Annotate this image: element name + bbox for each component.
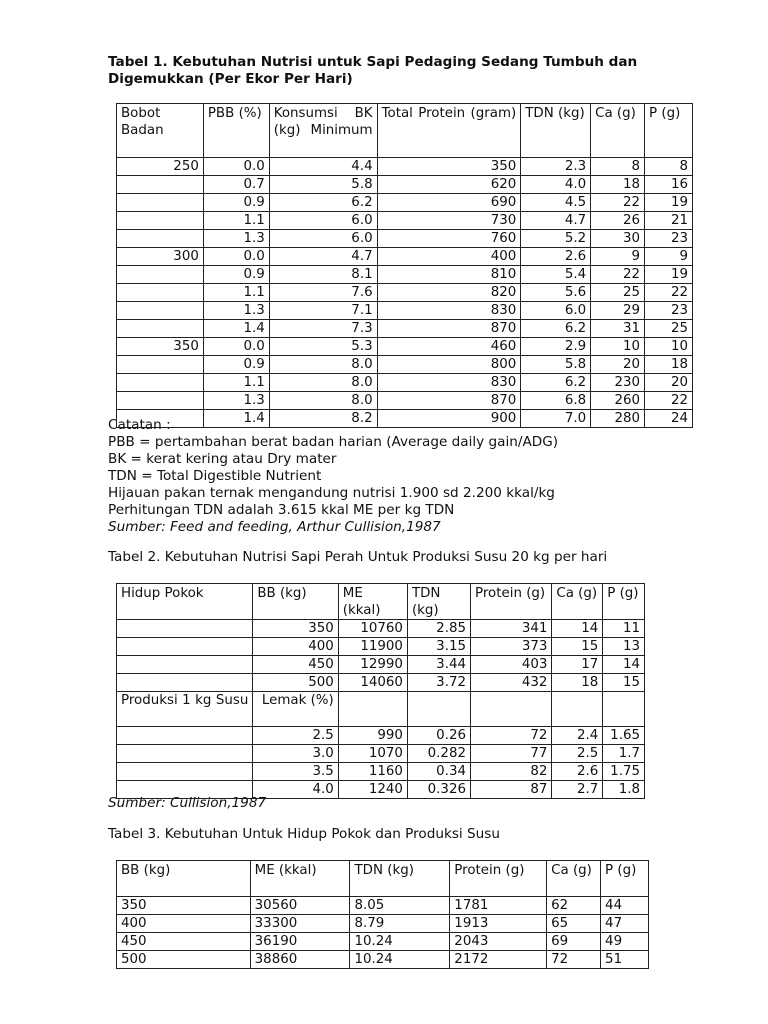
table-row xyxy=(117,356,693,374)
table-cell: 8 xyxy=(591,158,645,176)
table-cell: 5.8 xyxy=(269,176,377,194)
table-cell: 23 xyxy=(645,230,693,248)
table-cell: 36190 xyxy=(250,933,350,951)
table-cell: 4.0 xyxy=(253,781,338,799)
table-cell: 0.9 xyxy=(203,356,269,374)
table-cell: 2.9 xyxy=(521,338,591,356)
table-cell: 1160 xyxy=(338,763,407,781)
header-ca: Ca (g) xyxy=(552,584,603,620)
table-cell: 82 xyxy=(471,763,552,781)
table-cell: 460 xyxy=(377,338,521,356)
table-row xyxy=(117,674,645,692)
table-cell: 500 xyxy=(253,674,338,692)
table-cell: 24 xyxy=(645,410,693,428)
table-cell: 0.7 xyxy=(203,176,269,194)
table-cell: 4.0 xyxy=(521,176,591,194)
header-tdn: TDN (kg) xyxy=(407,584,470,620)
table-cell: 72 xyxy=(547,951,601,969)
table-cell: 20 xyxy=(645,374,693,392)
table-cell: 12990 xyxy=(338,656,407,674)
table-cell: 10 xyxy=(591,338,645,356)
table-cell xyxy=(117,374,204,392)
table-cell: 1.3 xyxy=(203,230,269,248)
table-cell: 1.75 xyxy=(603,763,645,781)
table-cell: 0.34 xyxy=(407,763,470,781)
table-cell: 7.1 xyxy=(269,302,377,320)
table-cell: 22 xyxy=(591,194,645,212)
header-bb: BB (kg) xyxy=(253,584,338,620)
note-line: Hijauan pakan ternak mengandung nutrisi 1.900 sd 2.200 kkal/kg xyxy=(108,485,555,501)
table-cell xyxy=(117,320,204,338)
table-cell: 26 xyxy=(591,212,645,230)
table-cell xyxy=(338,692,407,727)
table-cell: 19 xyxy=(645,194,693,212)
table-cell: 10.24 xyxy=(350,951,450,969)
table-cell: 900 xyxy=(377,410,521,428)
table-row xyxy=(117,230,693,248)
table-cell: 1.4 xyxy=(203,320,269,338)
table-cell xyxy=(117,194,204,212)
table2-title: Tabel 2. Kebutuhan Nutrisi Sapi Perah Untuk Produksi Susu 20 kg per hari xyxy=(108,549,608,565)
table-cell: 10760 xyxy=(338,620,407,638)
table-row xyxy=(117,692,645,727)
table-cell: 6.2 xyxy=(269,194,377,212)
table-cell xyxy=(117,674,253,692)
table-cell: Produksi 1 kg Susu xyxy=(117,692,253,727)
table-cell: 2.3 xyxy=(521,158,591,176)
table-cell: 9 xyxy=(591,248,645,266)
header-p: P (g) xyxy=(645,104,693,158)
table-cell: 16 xyxy=(645,176,693,194)
table-cell: 2043 xyxy=(450,933,547,951)
table-cell: 20 xyxy=(591,356,645,374)
table-cell: 500 xyxy=(117,951,251,969)
table-cell: 230 xyxy=(591,374,645,392)
table-cell: 830 xyxy=(377,302,521,320)
table-row xyxy=(117,320,693,338)
table-cell: 0.9 xyxy=(203,266,269,284)
table-cell: 44 xyxy=(601,897,649,915)
table-row xyxy=(117,338,693,356)
table-cell: 18 xyxy=(591,176,645,194)
table-cell: Lemak (%) xyxy=(253,692,338,727)
table-cell: 15 xyxy=(552,638,603,656)
header-protein: Protein (g) xyxy=(471,584,552,620)
table-cell: 990 xyxy=(338,727,407,745)
table1-title: Tabel 1. Kebutuhan Nutrisi untuk Sapi Pedaging Sedang Tumbuh dan Digemukkan (Per Ekor Per Hari) xyxy=(108,54,638,87)
table-row xyxy=(117,158,693,176)
table-cell: 13 xyxy=(603,638,645,656)
table-cell: 8.0 xyxy=(269,356,377,374)
table-cell xyxy=(117,266,204,284)
table-cell: 4.5 xyxy=(521,194,591,212)
table-row xyxy=(117,763,645,781)
table-cell: 14 xyxy=(552,620,603,638)
table3-title: Tabel 3. Kebutuhan Untuk Hidup Pokok dan Produksi Susu xyxy=(108,826,500,842)
table-cell: 8.0 xyxy=(269,374,377,392)
table-cell: 2.5 xyxy=(253,727,338,745)
table-cell: 760 xyxy=(377,230,521,248)
header-konsumsi: Konsumsi BK (kg) Minimum xyxy=(269,104,377,158)
table-cell: 1781 xyxy=(450,897,547,915)
table-cell: 0.282 xyxy=(407,745,470,763)
table-cell xyxy=(117,763,253,781)
table-row xyxy=(117,727,645,745)
header-protein: Protein (g) xyxy=(450,861,547,897)
table-row xyxy=(117,392,693,410)
table-cell: 432 xyxy=(471,674,552,692)
header-tdn: TDN (kg) xyxy=(350,861,450,897)
table-cell xyxy=(117,727,253,745)
table-cell: 350 xyxy=(253,620,338,638)
table-cell: 0.26 xyxy=(407,727,470,745)
table-cell: 4.7 xyxy=(521,212,591,230)
table-cell: 3.0 xyxy=(253,745,338,763)
table-cell: 8.05 xyxy=(350,897,450,915)
table-cell: 1070 xyxy=(338,745,407,763)
table-cell: 260 xyxy=(591,392,645,410)
table-cell: 350 xyxy=(117,338,204,356)
table-cell: 7.3 xyxy=(269,320,377,338)
table-cell: 1240 xyxy=(338,781,407,799)
table-cell: 830 xyxy=(377,374,521,392)
table-cell: 403 xyxy=(471,656,552,674)
table-cell: 7.0 xyxy=(521,410,591,428)
table-cell: 810 xyxy=(377,266,521,284)
table-cell xyxy=(552,692,603,727)
table-cell: 18 xyxy=(552,674,603,692)
header-me: ME (kkal) xyxy=(250,861,350,897)
table-cell: 400 xyxy=(253,638,338,656)
table3-header-row xyxy=(117,861,649,897)
table-cell xyxy=(117,392,204,410)
table-cell: 350 xyxy=(377,158,521,176)
table-cell: 6.2 xyxy=(521,374,591,392)
table-cell: 77 xyxy=(471,745,552,763)
table-cell: 6.2 xyxy=(521,320,591,338)
table-cell: 6.8 xyxy=(521,392,591,410)
header-protein: Total Protein (gram) xyxy=(377,104,521,158)
table-row xyxy=(117,302,693,320)
table-cell: 14060 xyxy=(338,674,407,692)
table-cell: 2.85 xyxy=(407,620,470,638)
table-cell: 280 xyxy=(591,410,645,428)
table-cell: 3.15 xyxy=(407,638,470,656)
table-cell: 30560 xyxy=(250,897,350,915)
table-cell: 15 xyxy=(603,674,645,692)
table-row xyxy=(117,897,649,915)
table-cell: 4.7 xyxy=(269,248,377,266)
table-cell: 250 xyxy=(117,158,204,176)
table-cell: 62 xyxy=(547,897,601,915)
note-line: Catatan : xyxy=(108,417,171,433)
table-cell: 0.9 xyxy=(203,194,269,212)
table-cell: 3.44 xyxy=(407,656,470,674)
header-p: P (g) xyxy=(601,861,649,897)
table-cell: 10.24 xyxy=(350,933,450,951)
table-cell: 800 xyxy=(377,356,521,374)
table-row xyxy=(117,620,645,638)
header-bb: BB (kg) xyxy=(117,861,251,897)
table-cell: 22 xyxy=(591,266,645,284)
table-cell: 22 xyxy=(645,284,693,302)
header-ca: Ca (g) xyxy=(591,104,645,158)
table-cell: 65 xyxy=(547,915,601,933)
table-cell xyxy=(117,212,204,230)
table-cell: 18 xyxy=(645,356,693,374)
table-cell: 1.8 xyxy=(603,781,645,799)
table-cell: 21 xyxy=(645,212,693,230)
table-cell xyxy=(603,692,645,727)
table-cell: 51 xyxy=(601,951,649,969)
table-cell: 69 xyxy=(547,933,601,951)
table-row xyxy=(117,933,649,951)
table-cell: 450 xyxy=(117,933,251,951)
table-cell xyxy=(117,230,204,248)
table-cell: 5.4 xyxy=(521,266,591,284)
header-ca: Ca (g) xyxy=(547,861,601,897)
table-cell: 6.0 xyxy=(521,302,591,320)
table-row xyxy=(117,248,693,266)
header-bobot: Bobot Badan xyxy=(117,104,204,158)
table-cell xyxy=(117,638,253,656)
header-tdn: TDN (kg) xyxy=(521,104,591,158)
table-cell xyxy=(117,620,253,638)
table-cell: 350 xyxy=(117,897,251,915)
table-cell: 2.6 xyxy=(552,763,603,781)
table-cell: 2.7 xyxy=(552,781,603,799)
table-cell: 25 xyxy=(645,320,693,338)
table-cell xyxy=(117,745,253,763)
note-line: Perhitungan TDN adalah 3.615 kkal ME per kg TDN xyxy=(108,502,455,518)
table-cell xyxy=(117,302,204,320)
table-cell: 730 xyxy=(377,212,521,230)
table-cell: 400 xyxy=(377,248,521,266)
table2 xyxy=(116,583,645,799)
header-me: ME (kkal) xyxy=(338,584,407,620)
table-row xyxy=(117,915,649,933)
table-cell: 87 xyxy=(471,781,552,799)
table-cell: 870 xyxy=(377,320,521,338)
table-cell: 0.0 xyxy=(203,338,269,356)
table-cell: 11 xyxy=(603,620,645,638)
note-line: BK = kerat kering atau Dry mater xyxy=(108,451,337,467)
table-cell: 19 xyxy=(645,266,693,284)
table-cell: 72 xyxy=(471,727,552,745)
table-cell: 49 xyxy=(601,933,649,951)
table-cell: 29 xyxy=(591,302,645,320)
table-row xyxy=(117,374,693,392)
table-cell: 1.1 xyxy=(203,284,269,302)
notes-block xyxy=(108,417,708,536)
table-cell: 0.0 xyxy=(203,248,269,266)
table-cell: 2.6 xyxy=(521,248,591,266)
table-cell: 8.1 xyxy=(269,266,377,284)
table-cell xyxy=(117,356,204,374)
table-cell: 341 xyxy=(471,620,552,638)
table1-source: Sumber: Feed and feeding, Arthur Cullision,1987 xyxy=(108,519,441,535)
table-cell: 14 xyxy=(603,656,645,674)
table2-source: Sumber: Cullision,1987 xyxy=(108,795,267,811)
table-cell: 5.6 xyxy=(521,284,591,302)
table-row xyxy=(117,745,645,763)
table-cell: 2172 xyxy=(450,951,547,969)
table-cell: 47 xyxy=(601,915,649,933)
table-cell xyxy=(407,692,470,727)
table-cell: 4.4 xyxy=(269,158,377,176)
table-cell: 1.3 xyxy=(203,302,269,320)
table-cell: 400 xyxy=(117,915,251,933)
table-cell: 3.72 xyxy=(407,674,470,692)
table-cell: 31 xyxy=(591,320,645,338)
table-cell: 0.326 xyxy=(407,781,470,799)
table-cell: 450 xyxy=(253,656,338,674)
table-cell: 820 xyxy=(377,284,521,302)
table-cell: 5.3 xyxy=(269,338,377,356)
table-cell: 1.7 xyxy=(603,745,645,763)
table-cell xyxy=(117,656,253,674)
table-row xyxy=(117,266,693,284)
table-row xyxy=(117,638,645,656)
header-pbb: PBB (%) xyxy=(203,104,269,158)
table-cell: 22 xyxy=(645,392,693,410)
note-line: PBB = pertambahan berat badan harian (Average daily gain/ADG) xyxy=(108,434,559,450)
table-row xyxy=(117,284,693,302)
table-cell: 8 xyxy=(645,158,693,176)
table-cell: 33300 xyxy=(250,915,350,933)
table-cell: 8.0 xyxy=(269,392,377,410)
table-cell: 30 xyxy=(591,230,645,248)
table-cell: 17 xyxy=(552,656,603,674)
table-cell: 7.6 xyxy=(269,284,377,302)
table-cell: 1913 xyxy=(450,915,547,933)
table3 xyxy=(116,860,649,969)
table-cell: 8.79 xyxy=(350,915,450,933)
table-cell: 2.5 xyxy=(552,745,603,763)
table-cell: 8.2 xyxy=(269,410,377,428)
table2-header-row xyxy=(117,584,645,620)
table-cell: 38860 xyxy=(250,951,350,969)
table-cell: 373 xyxy=(471,638,552,656)
table-cell: 25 xyxy=(591,284,645,302)
table-cell: 10 xyxy=(645,338,693,356)
table-cell: 11900 xyxy=(338,638,407,656)
table-cell: 9 xyxy=(645,248,693,266)
table1-header-row xyxy=(117,104,693,158)
table-cell: 1.65 xyxy=(603,727,645,745)
table-row xyxy=(117,212,693,230)
table-cell: 1.1 xyxy=(203,374,269,392)
note-line: TDN = Total Digestible Nutrient xyxy=(108,468,322,484)
table-cell xyxy=(471,692,552,727)
table-row xyxy=(117,656,645,674)
table-cell: 1.3 xyxy=(203,392,269,410)
table-cell: 3.5 xyxy=(253,763,338,781)
table1 xyxy=(116,103,693,428)
table-cell xyxy=(117,284,204,302)
table-cell: 870 xyxy=(377,392,521,410)
table-cell: 5.8 xyxy=(521,356,591,374)
table-row xyxy=(117,951,649,969)
table-cell: 6.0 xyxy=(269,230,377,248)
table-cell: 1.1 xyxy=(203,212,269,230)
table-cell: 23 xyxy=(645,302,693,320)
table-cell: 1.4 xyxy=(203,410,269,428)
header-hidup-pokok: Hidup Pokok xyxy=(117,584,253,620)
table-cell: 2.4 xyxy=(552,727,603,745)
table-cell: 300 xyxy=(117,248,204,266)
table-cell: 690 xyxy=(377,194,521,212)
table-cell: 620 xyxy=(377,176,521,194)
table-cell: 0.0 xyxy=(203,158,269,176)
table-cell: 6.0 xyxy=(269,212,377,230)
table-row xyxy=(117,194,693,212)
table-row xyxy=(117,176,693,194)
table-cell xyxy=(117,176,204,194)
table-cell: 5.2 xyxy=(521,230,591,248)
header-p: P (g) xyxy=(603,584,645,620)
